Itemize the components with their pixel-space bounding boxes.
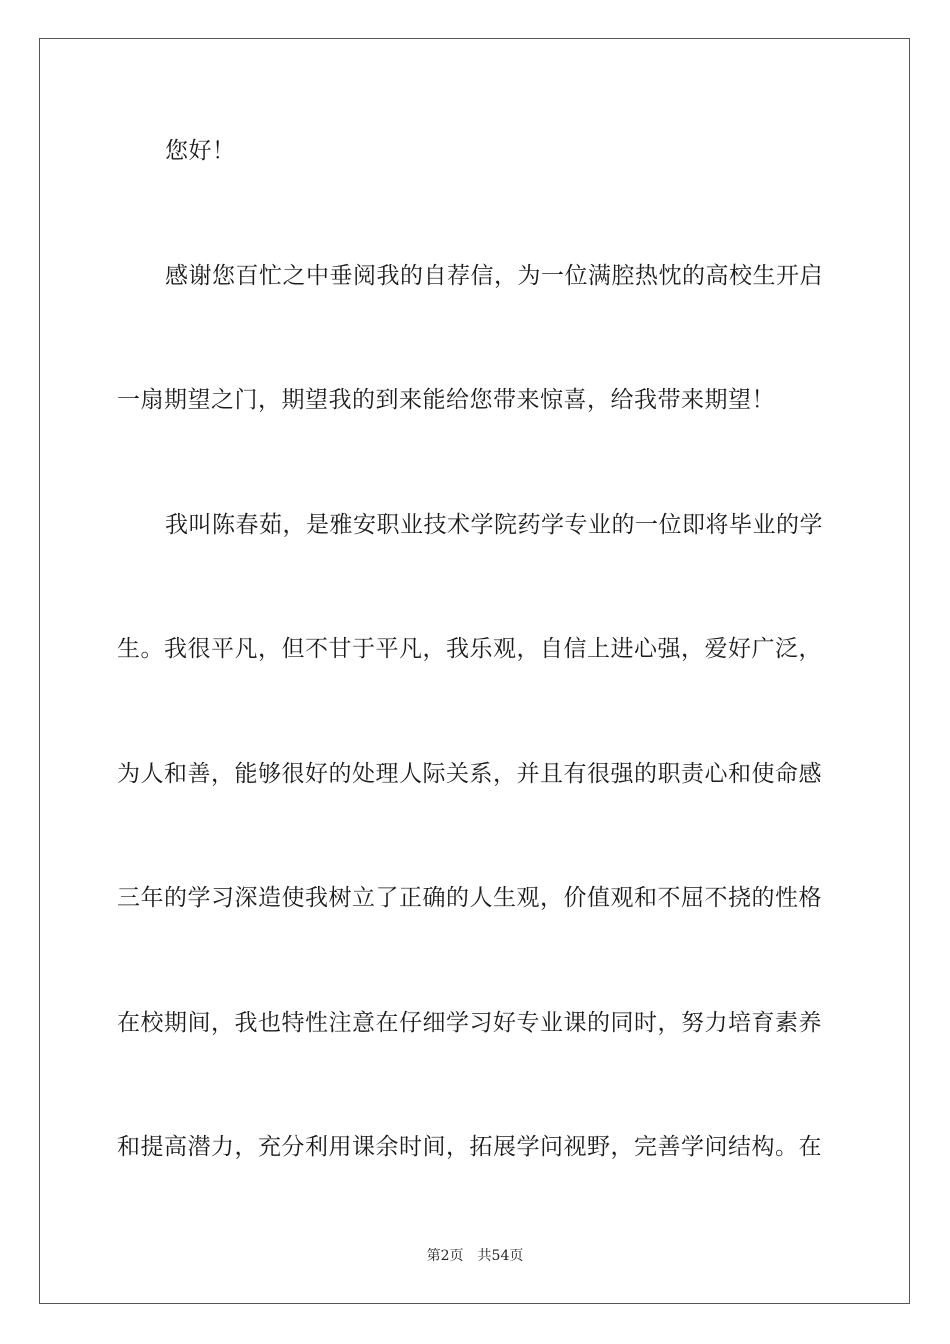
body-line-3: 我叫陈春茹，是雅安职业技术学院药学专业的一位即将毕业的学 xyxy=(165,512,823,538)
page-number: 第2页 xyxy=(426,1248,464,1264)
page-footer xyxy=(0,1247,950,1265)
page-total: 共54页 xyxy=(477,1248,524,1264)
body-line-4: 生。我很平凡，但不甘于平凡，我乐观，自信上进心强，爱好广泛， xyxy=(117,636,822,662)
body-line-8: 和提高潜力，充分利用课余时间，拓展学问视野，完善学问结构。在 xyxy=(117,1134,822,1160)
page-frame xyxy=(39,38,910,1304)
body-line-6: 三年的学习深造使我树立了正确的人生观，价值观和不屈不挠的性格 xyxy=(117,885,822,911)
body-line-5: 为人和善，能够很好的处理人际关系，并且有很强的职责心和使命感 xyxy=(117,761,822,787)
body-line-2: 一扇期望之门，期望我的到来能给您带来惊喜，给我带来期望！ xyxy=(117,387,775,413)
body-line-7: 在校期间，我也特性注意在仔细学习好专业课的同时，努力培育素养 xyxy=(117,1010,822,1036)
body-line-1: 感谢您百忙之中垂阅我的自荐信，为一位满腔热忱的高校生开启 xyxy=(165,263,823,289)
greeting-line: 您好！ xyxy=(165,138,236,164)
